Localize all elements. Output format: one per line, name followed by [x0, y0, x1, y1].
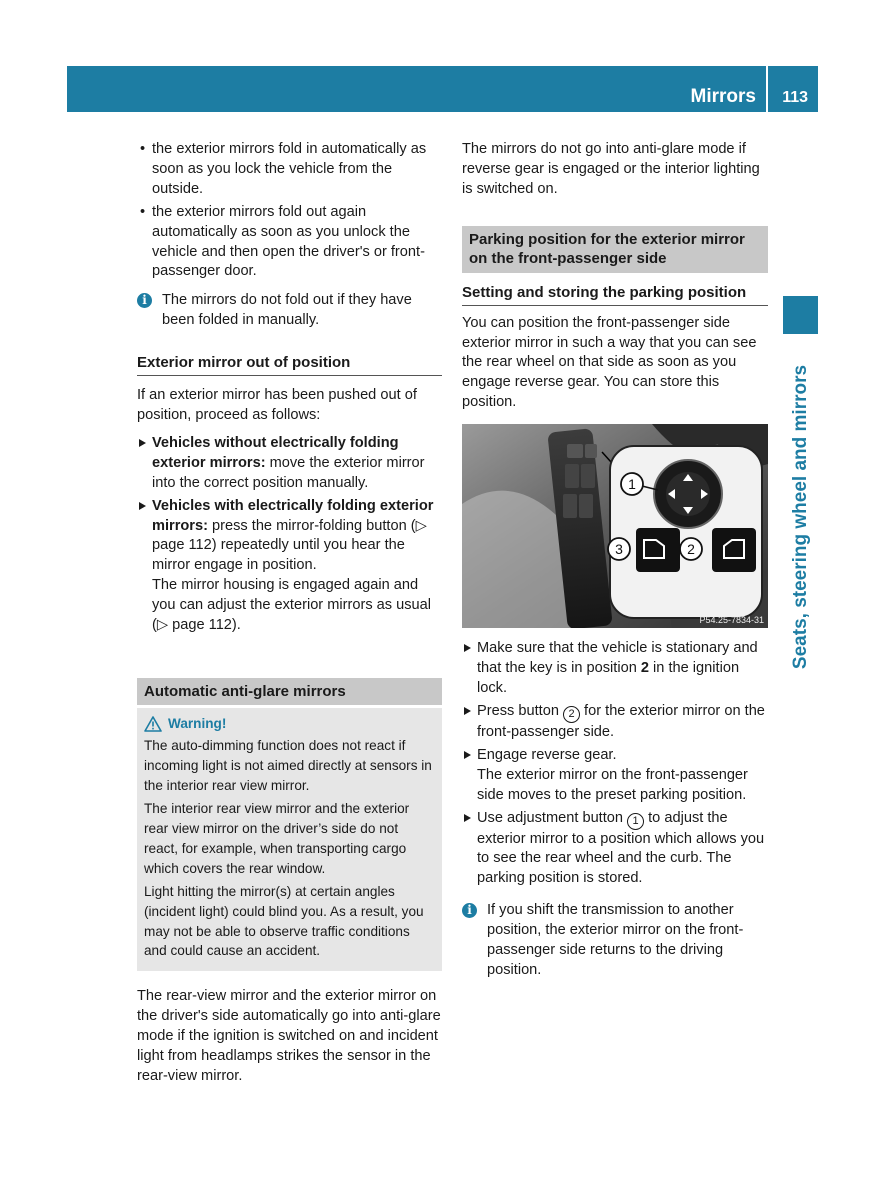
door-panel-illustration — [462, 424, 768, 628]
step-text: move the exterior mirror into the correct position manually. — [152, 454, 425, 491]
step-item — [462, 809, 768, 890]
warning-paragraph: Light hitting the mirror(s) at certain angles (incident light) could blind you. As a result, you may not be able to observe traffic conditions and could cause an accident. — [144, 883, 424, 959]
warning-paragraph: The interior rear view mirror and the exterior rear view mirror on the driver’s side do not react, for example, when transporting cargo which covers the rear window. — [144, 801, 410, 876]
step-result: The mirror housing is engaged again and you can adjust the exterior mirrors as usual (▷ page 112). — [152, 577, 432, 634]
intro-text: If an exterior mirror has been pushed out of position, proceed as follows: — [137, 387, 417, 423]
info-note — [137, 291, 442, 331]
step-item — [462, 746, 768, 766]
intro-text: The mirrors do not go into anti-glare mode if reverse gear is engaged or the interior lighting is switched on. — [462, 141, 760, 197]
closing-paragraph: The rear-view mirror and the exterior mirror on the driver's side automatically go into anti-glare mode if the ignition is switched on and incident light from headlamps strikes the sensor in the rear-view mirror. — [137, 988, 441, 1084]
warning-icon — [144, 716, 162, 732]
step-text: Engage reverse gear. — [477, 746, 617, 763]
mirror-control-photo — [462, 424, 768, 628]
callout-number: 3 — [615, 541, 623, 558]
subheading: Setting and storing the parking position — [462, 283, 768, 306]
photo-code: P54.25-7834-31 — [699, 615, 764, 626]
callout-number: 2 — [687, 541, 695, 558]
info-text: If you shift the transmission to another position, the exterior mirror on the front-passenger side returns to the driving position. — [487, 902, 744, 978]
step-item — [462, 639, 768, 699]
list-item: • the exterior mirrors fold out again automatically as soon as you unlock the vehicle and then open the driver's or front-passenger door. — [137, 203, 442, 283]
chapter-label: Seats, steering wheel and mirrors — [790, 364, 811, 670]
list-item: • the exterior mirrors fold in automatically as soon as you lock the vehicle from the outside. — [137, 140, 442, 200]
page-title: Mirrors — [690, 86, 756, 107]
position-number: 2 — [640, 660, 649, 677]
step-text: Use adjustment button — [477, 809, 628, 826]
step-text: to adjust the exterior mirror to a position which allows you to see the rear wheel and the curb. The parking position is stored. — [477, 809, 765, 887]
subheading: Exterior mirror out of position — [137, 353, 442, 376]
page-header — [67, 66, 818, 112]
warning-title — [144, 714, 435, 734]
button-number-circle: 2 — [563, 706, 580, 723]
step-text: press the mirror-folding button (▷ page 112) repeatedly until you hear the mirror engage in position. — [152, 517, 427, 574]
step-text: Press button — [477, 702, 563, 719]
step-text: Make sure that the vehicle is stationary and that the key is in position — [477, 640, 758, 677]
section-heading: Parking position for the exterior mirror on the front-passenger side — [462, 226, 768, 273]
chapter-tab — [783, 296, 818, 334]
step-label: Vehicles without electrically folding exterior mirrors: — [152, 434, 399, 471]
warning-paragraph: The auto-dimming function does not react if incoming light is not aimed directly at sensors in the interior rear view mirror. — [144, 738, 432, 794]
step-item — [137, 434, 442, 494]
step-text: in the ignition lock. — [477, 660, 740, 696]
info-icon: i — [137, 293, 152, 308]
body-paragraph: You can position the front-passenger side exterior mirror in such a way that you can see the rear wheel on that side as soon as you engage reverse gear. You can store this position. — [462, 314, 757, 411]
step-item — [137, 497, 442, 577]
info-icon: i — [462, 903, 477, 918]
step-text: for the exterior mirror on the front-passenger side. — [477, 702, 765, 740]
info-text: The mirrors do not fold out if they have been folded in manually. — [162, 292, 412, 329]
step-result: The exterior mirror on the front-passenger side moves to the preset parking position. — [477, 766, 748, 803]
page-number: 113 — [782, 89, 808, 106]
info-note — [462, 901, 768, 981]
callout-number: 1 — [628, 476, 636, 493]
right-column — [462, 140, 768, 981]
button-number-circle: 1 — [627, 813, 644, 830]
step-label: Vehicles with electrically folding exterior mirrors: — [152, 497, 434, 534]
header-divider — [766, 66, 768, 112]
warning-box — [137, 708, 442, 971]
warning-title-text: Warning! — [168, 716, 227, 732]
step-item — [462, 702, 768, 743]
section-heading: Automatic anti-glare mirrors — [137, 678, 442, 706]
left-column — [137, 140, 442, 1087]
